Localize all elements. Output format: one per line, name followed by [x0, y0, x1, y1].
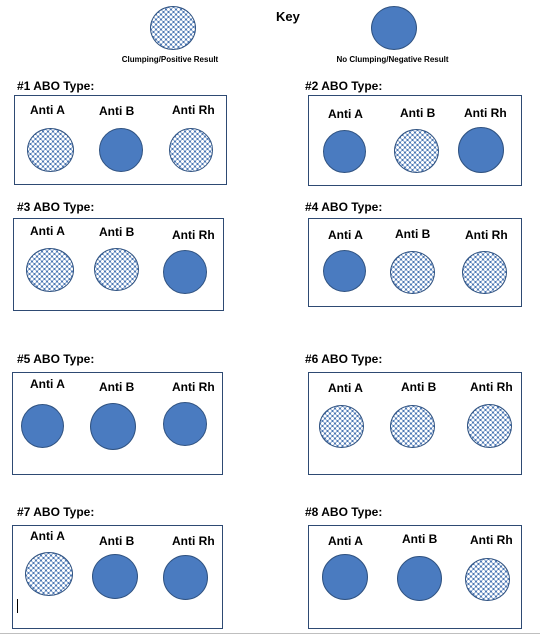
- panel-8-anti-b-no-clumping-circle: [397, 556, 442, 601]
- panel-8-anti-a-no-clumping-circle: [322, 554, 368, 600]
- panel-2-anti-a-label: Anti A: [328, 107, 363, 121]
- panel-7-anti-b-no-clumping-circle: [92, 554, 138, 599]
- panel-8-title: #8 ABO Type:: [305, 505, 383, 519]
- panel-8-anti-a-label: Anti A: [328, 534, 363, 548]
- panel-3-anti-a-clumping-circle: [26, 248, 74, 292]
- panel-1-anti-a-clumping-circle: [27, 128, 74, 172]
- panel-2-anti-a-no-clumping-circle: [323, 130, 366, 173]
- panel-8-anti-rh-clumping-circle: [465, 558, 510, 601]
- panel-6-anti-b-label: Anti B: [401, 380, 437, 394]
- panel-1-anti-rh-clumping-circle: [169, 128, 213, 172]
- panel-7-anti-rh-label: Anti Rh: [172, 534, 215, 548]
- text-cursor: [17, 599, 18, 613]
- panel-7-anti-a-clumping-circle: [25, 552, 73, 596]
- panel-5-anti-b-no-clumping-circle: [90, 403, 136, 450]
- panel-1-anti-b-no-clumping-circle: [99, 128, 143, 172]
- panel-4-anti-b-label: Anti B: [395, 227, 431, 241]
- panel-1-anti-b-label: Anti B: [99, 104, 135, 118]
- panel-4-anti-b-clumping-circle: [390, 251, 435, 294]
- panel-4-title: #4 ABO Type:: [305, 200, 383, 214]
- panel-7-anti-a-label: Anti A: [30, 529, 65, 543]
- panel-5-anti-b-label: Anti B: [99, 380, 135, 394]
- panel-3-anti-b-label: Anti B: [99, 225, 135, 239]
- panel-6-anti-a-label: Anti A: [328, 381, 363, 395]
- panel-1-anti-rh-label: Anti Rh: [172, 103, 215, 117]
- panel-6-anti-b-clumping-circle: [390, 405, 435, 448]
- panel-6-anti-a-clumping-circle: [319, 405, 364, 448]
- panel-3-anti-rh-no-clumping-circle: [163, 250, 207, 294]
- panel-5-title: #5 ABO Type:: [17, 352, 95, 366]
- panel-5-anti-rh-no-clumping-circle: [163, 402, 207, 446]
- panel-5-anti-rh-label: Anti Rh: [172, 380, 215, 394]
- panel-3-anti-a-label: Anti A: [30, 224, 65, 238]
- panel-2-title: #2 ABO Type:: [305, 79, 383, 93]
- key-positive-label: Clumping/Positive Result: [121, 55, 219, 64]
- panel-5-anti-a-label: Anti A: [30, 377, 65, 391]
- panel-7-anti-rh-no-clumping-circle: [163, 555, 208, 600]
- panel-4-anti-rh-label: Anti Rh: [465, 228, 508, 242]
- panel-2-anti-b-clumping-circle: [394, 129, 439, 173]
- panel-4-anti-a-label: Anti A: [328, 228, 363, 242]
- key-no-clumping-circle: [371, 6, 417, 50]
- page-bottom-edge: [0, 633, 540, 634]
- panel-3-anti-b-clumping-circle: [94, 248, 139, 291]
- panel-6-title: #6 ABO Type:: [305, 352, 383, 366]
- panel-2-anti-b-label: Anti B: [400, 106, 436, 120]
- panel-5-anti-a-no-clumping-circle: [21, 404, 64, 448]
- panel-4-anti-a-no-clumping-circle: [323, 250, 366, 292]
- key-clumping-circle: [150, 6, 196, 50]
- panel-8-anti-b-label: Anti B: [402, 532, 438, 546]
- panel-1-title: #1 ABO Type:: [17, 79, 95, 93]
- panel-6-anti-rh-clumping-circle: [467, 404, 512, 448]
- panel-3-title: #3 ABO Type:: [17, 200, 95, 214]
- panel-2-anti-rh-no-clumping-circle: [458, 127, 504, 173]
- panel-3-anti-rh-label: Anti Rh: [172, 228, 215, 242]
- key-negative-label: No Clumping/Negative Result: [336, 55, 449, 64]
- panel-4-anti-rh-clumping-circle: [462, 251, 507, 294]
- panel-2-anti-rh-label: Anti Rh: [464, 106, 507, 120]
- panel-8-anti-rh-label: Anti Rh: [470, 533, 513, 547]
- panel-1-anti-a-label: Anti A: [30, 103, 65, 117]
- panel-7-title: #7 ABO Type:: [17, 505, 95, 519]
- panel-7-anti-b-label: Anti B: [99, 534, 135, 548]
- panel-6-anti-rh-label: Anti Rh: [470, 380, 513, 394]
- key-title: Key: [276, 9, 300, 24]
